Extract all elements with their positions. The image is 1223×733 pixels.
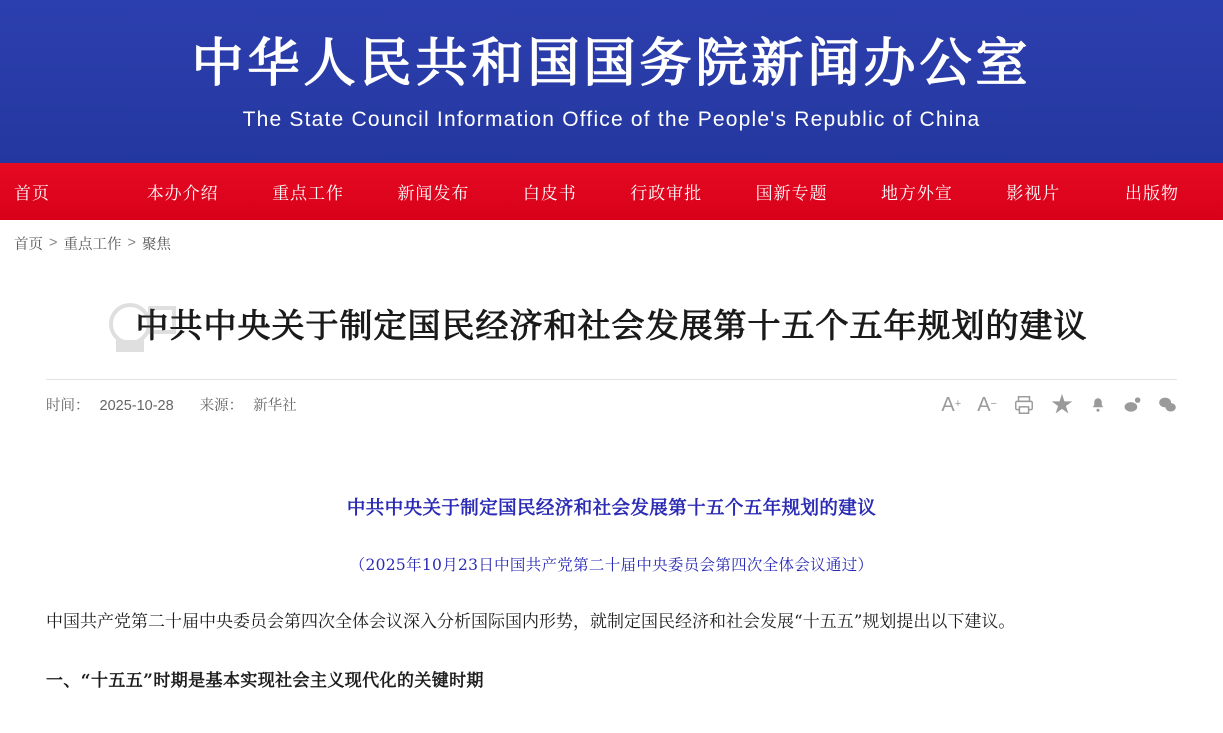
page-title [46,304,1177,349]
wechat-share-icon[interactable] [1158,395,1177,414]
article-section-heading: 一、“十五五”时期是基本实现社会主义现代化的关键时期 [46,670,484,691]
site-masthead [0,0,1223,163]
article-time-label: 时间： [46,398,90,415]
nav-item-press-release[interactable]: 新闻发布 [397,184,470,203]
nav-item-about[interactable]: 本办介绍 [146,184,219,203]
article-source-value: 新华社 [253,398,297,415]
document-title: 中共中央关于制定国民经济和社会发展第十五个五年规划的建议 [346,497,877,519]
weibo-share-icon[interactable] [1123,395,1142,414]
breadcrumb-item-key-work[interactable]: 重点工作 [63,236,122,253]
article-meta-bar [46,379,1177,416]
font-decrease-icon[interactable]: A − [977,393,997,416]
page-title-text: 中共中央关于制定国民经济和社会发展第十五个五年规划的建议 [135,307,1088,344]
masthead-title-en: The State Council Information Office of the People's Republic of China [242,108,981,132]
nav-item-local-publicity[interactable]: 地方外宣 [880,184,953,203]
breadcrumb-separator: > [49,235,58,251]
document-subtitle: （2025年10月23日中国共产党第二十届中央委员会第四次全体会议通过） [349,555,874,574]
font-increase-icon[interactable]: A + [941,393,962,416]
print-icon[interactable] [1013,394,1035,416]
nav-item-home[interactable]: 首页 [14,184,50,203]
main-navigation [0,163,1223,220]
nav-item-white-paper[interactable]: 白皮书 [522,184,577,203]
breadcrumb-item-home[interactable]: 首页 [14,236,43,253]
nav-item-films[interactable]: 影视片 [1006,184,1061,203]
article-time [46,394,174,415]
notify-bell-icon[interactable] [1089,396,1107,414]
article-time-value: 2025-10-28 [99,398,174,415]
breadcrumb-item-focus[interactable]: 聚焦 [141,236,171,253]
favorite-star-icon[interactable]: ★ [1050,391,1073,417]
breadcrumb-separator: > [127,235,136,251]
article-header [0,304,1223,416]
nav-item-special-topics[interactable]: 国新专题 [755,184,828,203]
article-tools [941,391,1177,417]
nav-item-publications[interactable]: 出版物 [1125,184,1179,203]
article-source [200,394,297,415]
article-body [0,494,1223,691]
article-source-label: 来源： [199,398,244,415]
nav-item-key-work[interactable]: 重点工作 [272,184,345,203]
nav-item-administrative-approval[interactable]: 行政审批 [630,184,703,203]
article-meta-left [46,394,297,415]
breadcrumb [0,220,1223,266]
article-paragraph: 中国共产党第二十届中央委员会第四次全体会议深入分析国际国内形势，就制定国民经济和社会发展“十五五”规划提出以下建议。 [46,611,1016,632]
masthead-title-cn: 中华人民共和国国务院新闻办公室 [191,34,1032,93]
